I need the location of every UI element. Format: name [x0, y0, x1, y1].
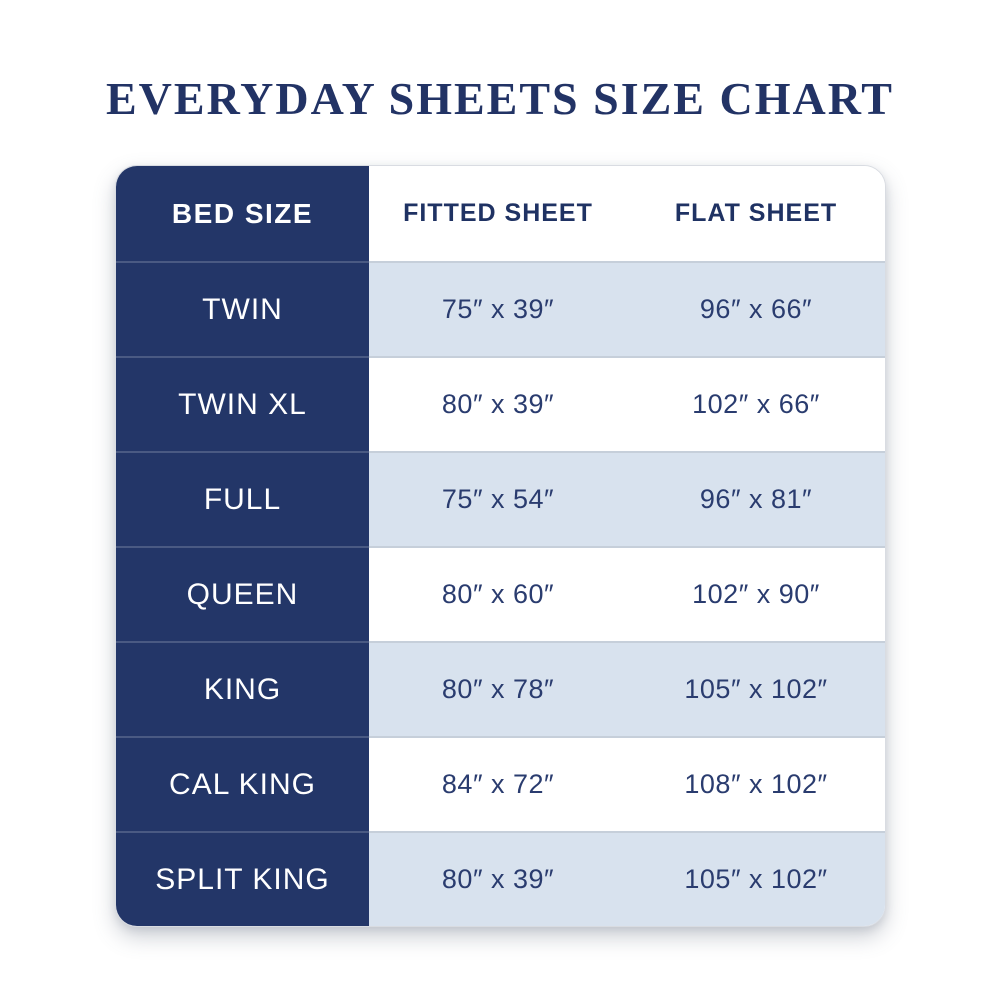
header-cell-bed-size: BED SIZE: [116, 166, 369, 261]
row-queen-flat: 102″ x 90″: [627, 546, 885, 641]
size-chart-card: [115, 165, 886, 927]
row-queen-label: QUEEN: [116, 546, 369, 641]
row-cal-king-flat: 108″ x 102″: [627, 736, 885, 831]
row-twin-flat: 96″ x 66″: [627, 261, 885, 356]
row-split-king-label: SPLIT KING: [116, 831, 369, 926]
row-full-label: FULL: [116, 451, 369, 546]
row-full-fitted: 75″ x 54″: [369, 451, 627, 546]
header-cell-fitted-sheet: FITTED SHEET: [369, 166, 627, 261]
row-split-king-flat: 105″ x 102″: [627, 831, 885, 926]
row-king-label: KING: [116, 641, 369, 736]
row-full-flat: 96″ x 81″: [627, 451, 885, 546]
row-king-fitted: 80″ x 78″: [369, 641, 627, 736]
row-twin-xl-label: TWIN XL: [116, 356, 369, 451]
page-title: EVERYDAY SHEETS SIZE CHART: [106, 73, 894, 124]
header-cell-flat-sheet: FLAT SHEET: [627, 166, 885, 261]
row-cal-king-label: CAL KING: [116, 736, 369, 831]
size-chart-table: [116, 166, 885, 926]
row-twin-xl-flat: 102″ x 66″: [627, 356, 885, 451]
row-twin-xl-fitted: 80″ x 39″: [369, 356, 627, 451]
row-twin-fitted: 75″ x 39″: [369, 261, 627, 356]
row-king-flat: 105″ x 102″: [627, 641, 885, 736]
row-cal-king-fitted: 84″ x 72″: [369, 736, 627, 831]
row-twin-label: TWIN: [116, 261, 369, 356]
row-split-king-fitted: 80″ x 39″: [369, 831, 627, 926]
row-queen-fitted: 80″ x 60″: [369, 546, 627, 641]
